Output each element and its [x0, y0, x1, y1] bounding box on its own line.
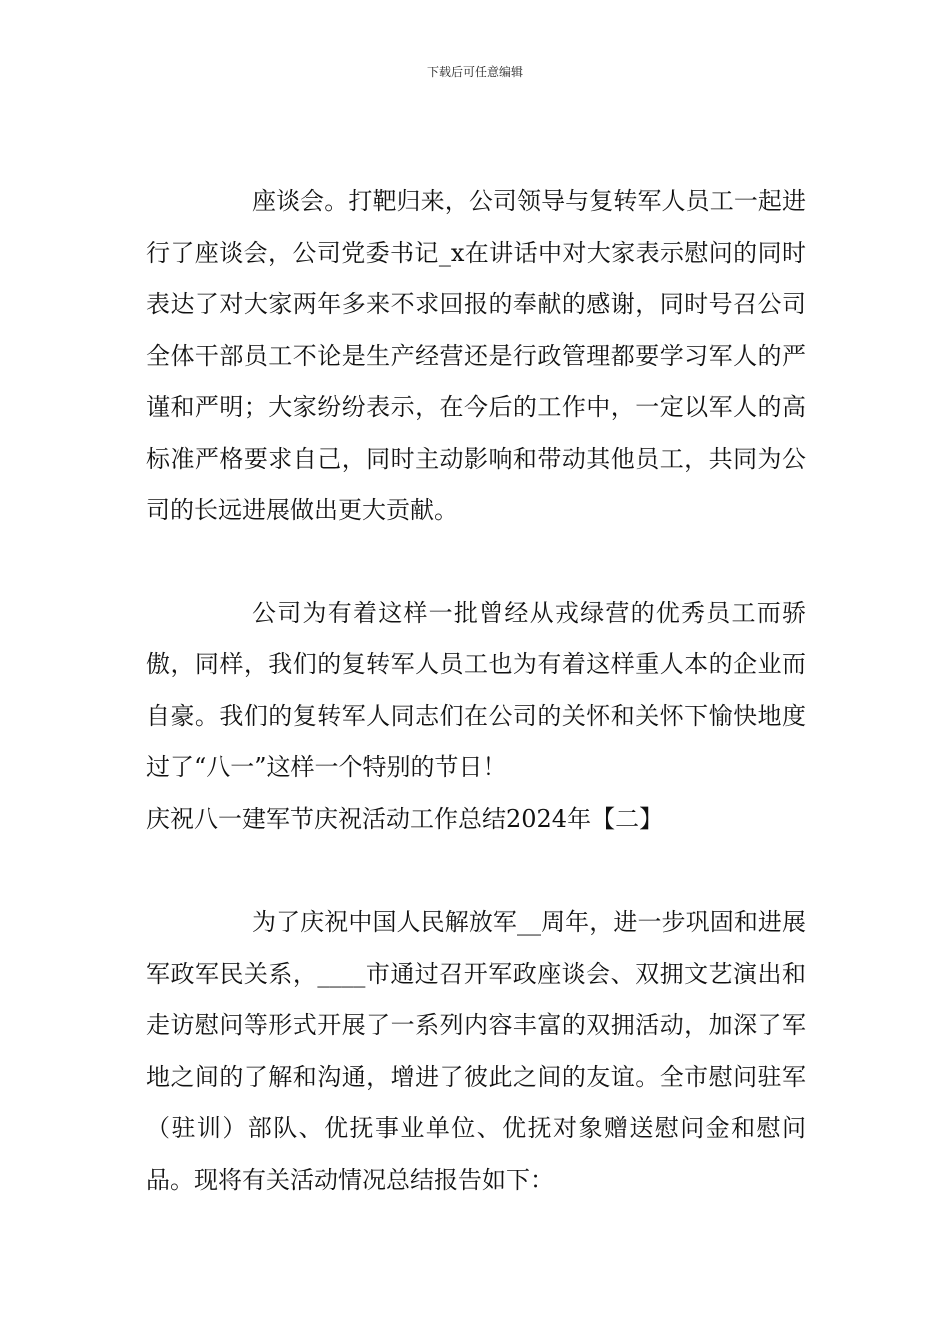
paragraph-pride: 公司为有着这样一批曾经从戎绿营的优秀员工而骄傲，同样，我们的复转军人员工也为有着这样重人本的企业而自豪。我们的复转军人同志们在公司的关怀和关怀下愉快地度过了“八一”这样一个特别的节日！	[146, 598, 806, 781]
page-header: 下载后可任意编辑	[426, 65, 523, 79]
paragraph-symposium: 座谈会。打靶归来，公司领导与复转军人员工一起进行了座谈会，公司党委书记_x在讲话中对大家表示慰问的同时表达了对大家两年多来不求回报的奉献的感谢，同时号召公司全体干部员工不论是生产经营还是行政管理都要学习军人的严谨和严明；大家纷纷表示，在今后的工作中，一定以军人的高标准严格要求自己，同时主动影响和带动其他员工，共同为公司的长远进展做出更大贡献。	[146, 187, 806, 524]
document-body	[146, 176, 806, 1206]
paragraph-celebration-summary: 为了庆祝中国人民解放军__周年，进一步巩固和进展军政军民关系，____市通过召开军政座谈会、双拥文艺演出和走访慰问等形式开展了一系列内容丰富的双拥活动，加深了军地之间的了解和沟通，增进了彼此之间的友谊。全市慰问驻军（驻训）部队、优抚事业单位、优抚对象赠送慰问金和慰问品。现将有关活动情况总结报告如下：	[146, 908, 806, 1194]
section-heading: 庆祝八一建军节庆祝活动工作总结2024年【二】	[146, 804, 664, 833]
